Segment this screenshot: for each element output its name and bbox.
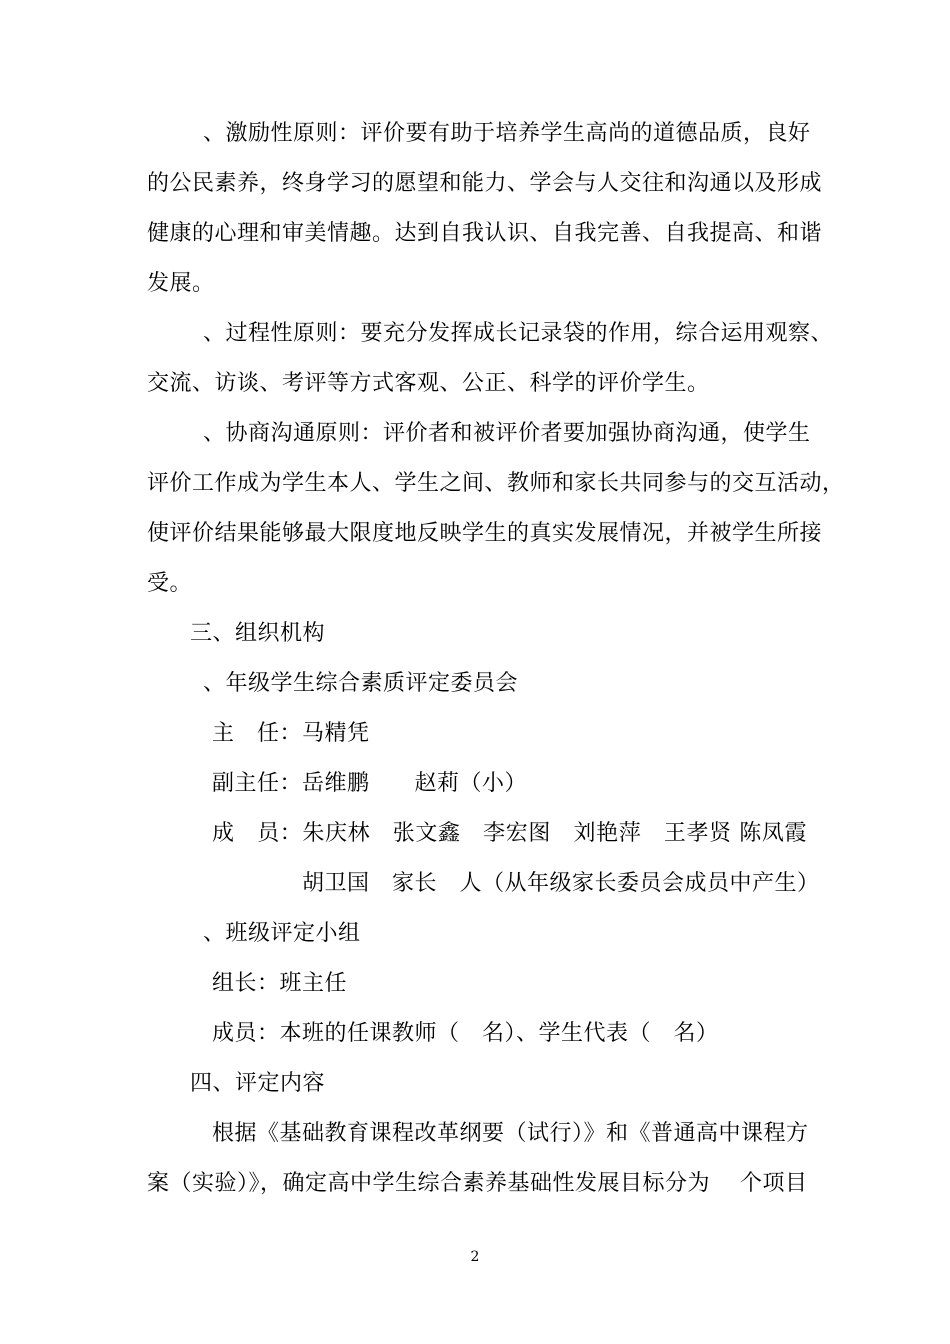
committee-members-continued: 胡卫国 家长 人（从年级家长委员会成员中产生） — [302, 871, 820, 896]
para-process-line-2: 交流、访谈、考评等方式客观、公正、科学的评价学生。 — [147, 371, 710, 396]
committee-deputy-director: 副主任：岳维鹏 赵莉（小） — [212, 771, 528, 796]
para-incentive-line-1: 、激励性原则：评价要有助于培养学生高尚的道德品质，良好 — [203, 121, 811, 146]
class-group-members: 成员：本班的任课教师（ 名）、学生代表（ 名） — [212, 1021, 719, 1046]
para-consult-line-3: 使评价结果能够最大限度地反映学生的真实发展情况，并被学生所接 — [147, 521, 823, 546]
class-group-leader: 组长：班主任 — [212, 971, 348, 996]
subheading-class-group: 、班级评定小组 — [203, 921, 361, 946]
page-number: 2 — [470, 1249, 480, 1265]
para-content-line-1: 根据《基础教育课程改革纲要（试行）》和《普通高中课程方 — [212, 1121, 809, 1146]
committee-director: 主 任：马精凭 — [212, 721, 370, 746]
subheading-grade-committee: 、年级学生综合素质评定委员会 — [203, 671, 519, 696]
para-content-line-2: 案（实验）》，确定高中学生综合素养基础性发展目标分为 个项目 — [147, 1171, 808, 1196]
para-incentive-line-4: 发展。 — [147, 271, 215, 296]
committee-members: 成 员：朱庆林 张文鑫 李宏图 刘艳萍 王孝贤 陈凤霞 — [212, 821, 807, 846]
para-incentive-line-3: 健康的心理和审美情趣。达到自我认识、自我完善、自我提高、和谐 — [147, 221, 823, 246]
para-process-line-1: 、过程性原则：要充分发挥成长记录袋的作用，综合运用观察、 — [203, 321, 834, 346]
para-consult-line-4: 受。 — [147, 571, 193, 596]
section-heading-content: 四、评定内容 — [190, 1071, 326, 1096]
para-incentive-line-2: 的公民素养，终身学习的愿望和能力、学会与人交往和沟通以及形成 — [147, 171, 823, 196]
para-consult-line-2: 评价工作成为学生本人、学生之间、教师和家长共同参与的交互活动， — [147, 471, 845, 496]
para-consult-line-1: 、协商沟通原则：评价者和被评价者要加强协商沟通，使学生 — [203, 421, 811, 446]
section-heading-organization: 三、组织机构 — [190, 621, 326, 646]
